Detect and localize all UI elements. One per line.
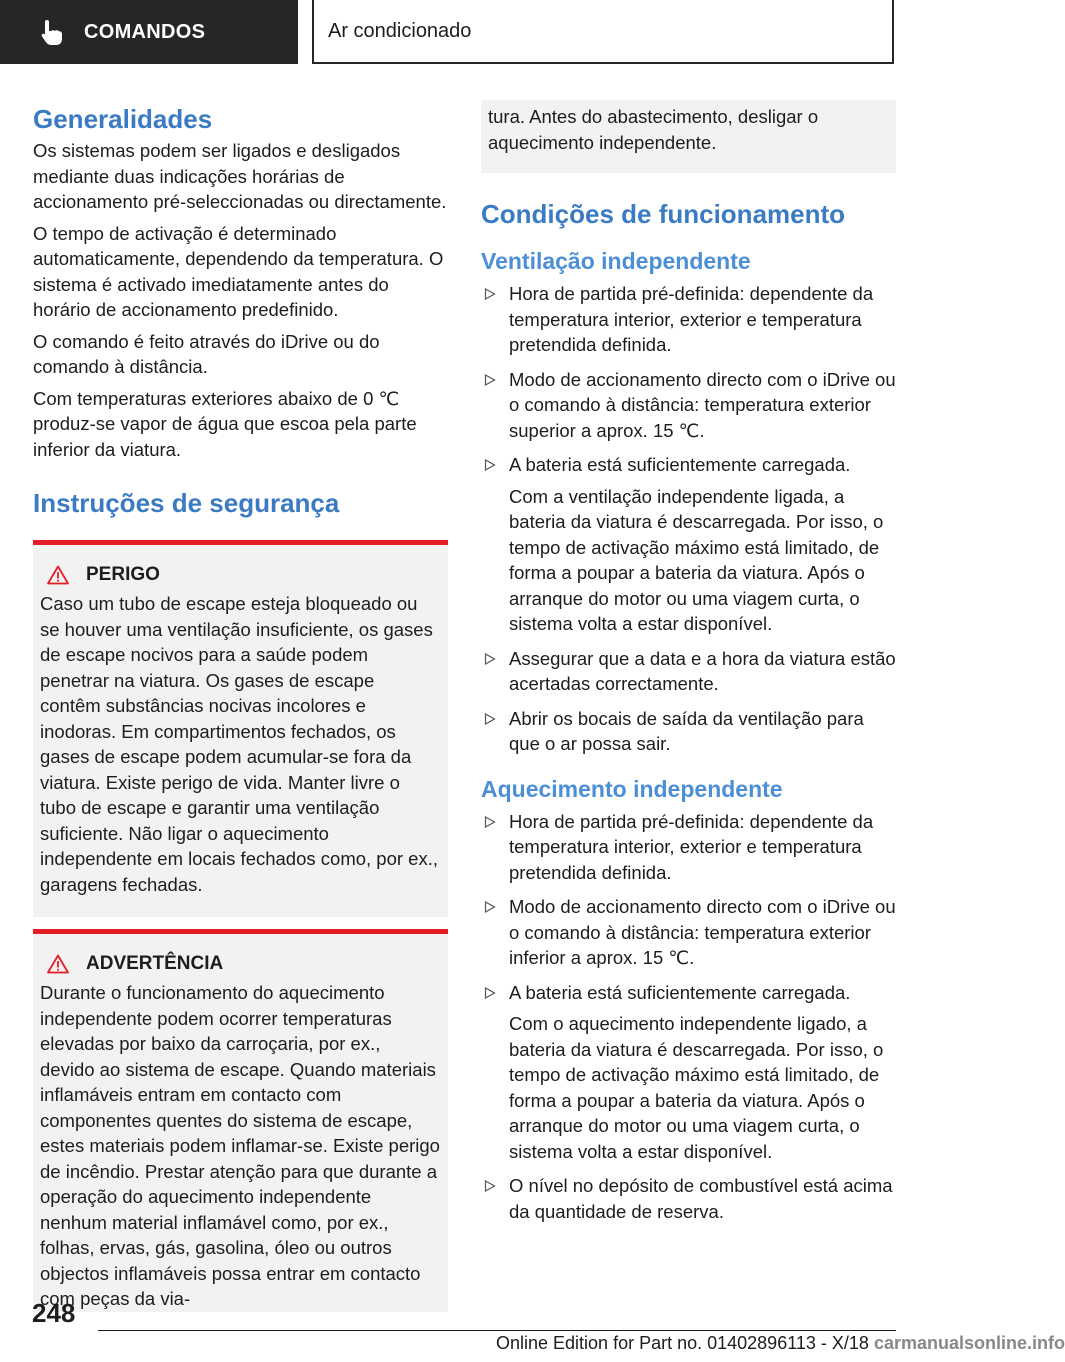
danger-box (33, 540, 448, 917)
list-item (481, 367, 896, 444)
heading-conditions: Condições de funcionamento (481, 199, 846, 229)
warning-header (40, 950, 440, 978)
bullet-triangle-icon (484, 374, 496, 386)
footer-edition (496, 1333, 1065, 1354)
list-item (481, 894, 896, 971)
list-item-text: Hora de partida pré-definida: dependente da temperatura interior, exterior e temperatura pretendida definida. (509, 810, 874, 883)
list-item-text: Abrir os bocais de saída da ventilação para que o ar possa sair. (509, 707, 864, 754)
heading-generalidades: Generalidades (33, 104, 213, 134)
list-item (481, 452, 896, 637)
left-column (33, 100, 448, 1312)
list-item-text: Modo de accionamento directo com o iDrive ou o comando à distância: temperatura exterior superior a aprox. 15 ℃. (509, 368, 896, 441)
ventilation-list (481, 281, 896, 757)
list-item (481, 646, 896, 697)
heating-list (481, 809, 896, 1225)
paragraph: O comando é feito através do iDrive ou do comando à distância. (33, 330, 380, 377)
edition-text: Online Edition for Part no. 01402896113 - X/18 (496, 1333, 869, 1353)
hand-pointer-icon (40, 18, 64, 46)
list-item (481, 1173, 896, 1224)
list-item-note: Com a ventilação independente ligada, a bateria da viatura é descarregada. Por isso, o tempo de activação máximo está limitado, de forma a poupar a bateria da viatura. Após o arranque do motor ou uma viagem curta, o sistema volta a estar disponível. (509, 485, 884, 634)
bullet-triangle-icon (484, 713, 496, 725)
heading-ventilation: Ventilação independente (481, 248, 751, 274)
chapter-title: Ar condicionado (328, 19, 472, 42)
list-item (481, 281, 896, 358)
list-item-text: Modo de accionamento directo com o iDrive ou o comando à distância: temperatura exterior inferior a aprox. 15 ℃. (509, 896, 896, 968)
bullet-triangle-icon (484, 653, 496, 665)
warning-text: Durante o funcionamento do aquecimento independente podem ocorrer temperaturas elevadas por baixo da carroçaria, por ex., devido ao sistema de escape. Quando materiais inflamáveis entram em contacto com componentes quentes do sistema de escape, estes materiais podem inflamar-se. Existe perigo de incêndio. Prestar atenção para que durante a operação do aquecimento independente nenhum material inflamável como, por ex., folhas, ervas, gás, gasolina, óleo ou outros objectos inflamáveis possa entrar em contacto com peças da via- (40, 982, 440, 1309)
bullet-triangle-icon (484, 987, 496, 999)
bullet-triangle-icon (484, 901, 496, 913)
danger-text: Caso um tubo de escape esteja bloqueado ou se houver uma ventilação insuficiente, os gases de escape nocivos para a saúde podem penetrar na viatura. Os gases de escape contêm substâncias nocivas incolores e inodoras. Em compartimentos fechados, os gases de escape podem acumular-se fora da viatura. Existe perigo de vida. Manter livre o tubo de escape e garantir uma ventilação suficiente. Não ligar o aquecimento independente em locais fechados como, por ex., garagens fechadas. (40, 593, 438, 895)
warning-box (33, 929, 448, 1312)
list-item-text: O nível no depósito de combustível está acima da quantidade de reserva. (509, 1175, 893, 1222)
warning-triangle-icon (47, 954, 69, 974)
warning-text-continued: tura. Antes do abastecimento, desligar o aquecimento independente. (488, 106, 819, 153)
list-item (481, 809, 896, 886)
right-column (481, 100, 896, 1233)
list-item (481, 706, 896, 757)
list-item-note: Com o aquecimento independente ligado, a bateria da viatura é descarregada. Por isso, o tempo de activação máximo está limitado, de forma a poupar a bateria da viatura. Após o arranque do motor ou uma viagem curta, o sistema volta a estar disponível. (509, 1013, 884, 1162)
heading-heating: Aquecimento independente (481, 775, 783, 802)
paragraph: O tempo de activação é determinado automaticamente, dependendo da temperatura. O sistema é activado imediatamente antes do horário de accionamento predefinido. (33, 222, 444, 320)
section-tab (0, 0, 298, 64)
bullet-triangle-icon (484, 1180, 496, 1192)
bullet-triangle-icon (484, 288, 496, 300)
warning-box-continued (481, 100, 896, 173)
warning-label: ADVERTÊNCIA (86, 953, 224, 974)
page-number: 248 (32, 1298, 76, 1328)
paragraph: Os sistemas podem ser ligados e desligados mediante duas indicações horárias de accionamento pré-seleccionadas ou directamente. (33, 140, 447, 212)
list-item (481, 980, 896, 1165)
paragraph: Com temperaturas exteriores abaixo de 0 ℃ produz-se vapor de água que escoa pela parte inferior da viatura. (33, 387, 417, 460)
section-title: COMANDOS (84, 20, 206, 43)
warning-triangle-icon (47, 565, 69, 585)
heading-safety: Instruções de segurança (33, 488, 340, 518)
list-item-text: A bateria está suficientemente carregada. (509, 981, 851, 1003)
list-item-text: Hora de partida pré-definida: dependente da temperatura interior, exterior e temperatura pretendida definida. (509, 283, 874, 355)
bullet-triangle-icon (484, 459, 496, 471)
danger-header (40, 561, 440, 589)
watermark-text: carmanualsonline.info (873, 1333, 1065, 1353)
list-item-text: A bateria está suficientemente carregada. (509, 454, 851, 475)
danger-label: PERIGO (86, 564, 160, 585)
footer-rule (98, 1330, 896, 1331)
chapter-header (312, 0, 894, 64)
bullet-triangle-icon (484, 816, 496, 828)
list-item-text: Assegurar que a data e a hora da viatura estão acertadas correctamente. (509, 647, 896, 694)
